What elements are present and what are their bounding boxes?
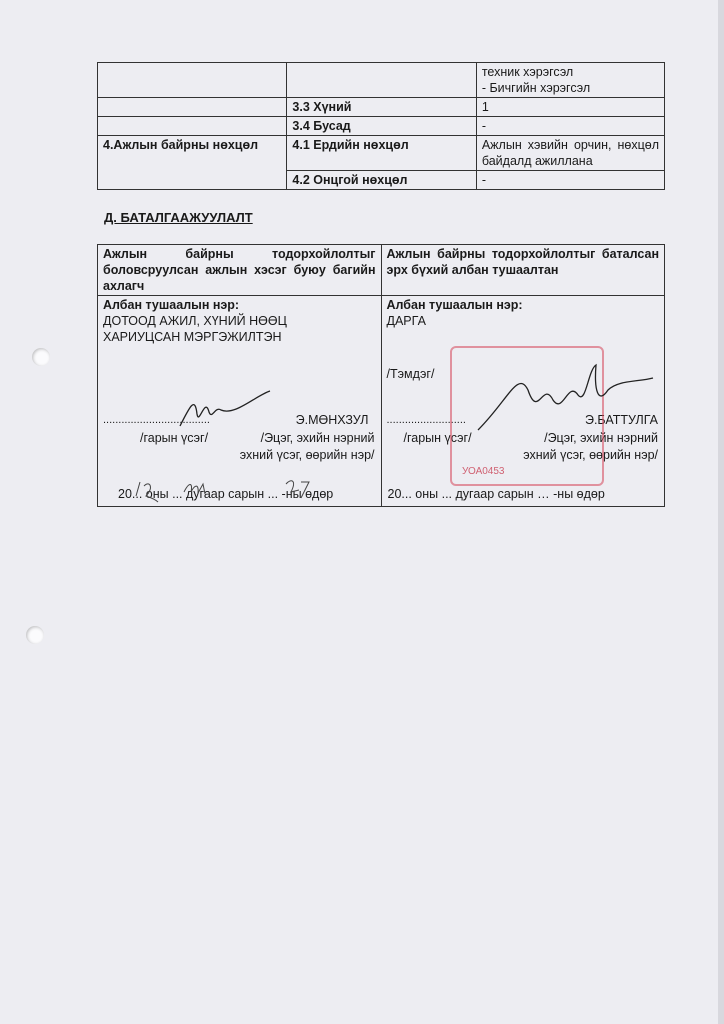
position-value: ДОТООД АЖИЛ, ХҮНИЙ НӨӨЦ ХАРИУЦСАН МЭРГЭЖИЛТЭН	[103, 314, 287, 344]
requirements-table	[97, 62, 665, 190]
date-line: 20... оны ... дугаар сарын ... -ны өдөр	[118, 487, 334, 501]
page-edge	[718, 0, 724, 1024]
handwriting-month-icon	[181, 478, 211, 500]
cell-label: 4.1 Ердийн нөхцөл	[287, 136, 476, 171]
signature-line: ..........................	[386, 414, 466, 426]
cell-label: 3.4 Бусад	[287, 117, 476, 136]
signature-left-icon	[165, 386, 275, 436]
table-row	[98, 245, 665, 296]
signature-line: ...................................	[103, 414, 210, 426]
position-label: Албан тушаалын нэр:	[103, 298, 240, 312]
table-row	[98, 136, 665, 171]
position-label: Албан тушаалын нэр:	[386, 298, 523, 312]
name-label-2: эхний үсэг, өөрийн нэр/	[239, 448, 375, 462]
cell-label: 3.3 Хүний	[287, 98, 476, 117]
name-label-1: /Эцэг, эхийн нэрний	[544, 431, 658, 445]
name-label-2: эхний үсэг, өөрийн нэр/	[523, 448, 658, 462]
seal-code: УОА0453	[462, 466, 505, 477]
cell-label: 4.2 Онцгой нөхцөл	[287, 171, 476, 190]
position-value: ДАРГА	[386, 314, 426, 328]
cell-category: 4.Ажлын байрны нөхцөл	[98, 136, 287, 190]
handwriting-year-icon	[132, 478, 162, 504]
name-label-1: /Эцэг, эхийн нэрний	[260, 431, 375, 445]
cell-value: -	[476, 171, 664, 190]
signer-name: Э.МӨНХЗУЛ	[295, 413, 369, 427]
cell-text: - Бичгийн хэрэгсэл	[481, 81, 591, 95]
cell-value: -	[476, 117, 664, 136]
punch-hole-top	[32, 348, 50, 366]
signature-label: /гарын үсэг/	[140, 431, 209, 445]
seal-label: /Тэмдэг/	[386, 367, 435, 381]
cell-text: техник хэрэгсэл	[481, 65, 574, 79]
signature-label: /гарын үсэг/	[403, 431, 472, 445]
punch-hole-bottom	[26, 626, 44, 644]
cell-value: 1	[476, 98, 664, 117]
signer-name: Э.БАТТУЛГА	[584, 413, 658, 427]
handwriting-day-icon	[283, 476, 317, 500]
approval-head-right: Ажлын байрны тодорхойлолтыг баталсан эрх бүхий албан тушаалтан	[381, 245, 665, 296]
cell-value: Ажлын хэвийн орчин, нөхцөл байдалд ажиллана	[476, 136, 664, 171]
table-row	[98, 63, 665, 98]
table-row	[98, 98, 665, 117]
signature-right-icon	[468, 360, 658, 440]
date-line: 20... оны ... дугаар сарын … -ны өдөр	[387, 487, 605, 501]
table-row	[98, 117, 665, 136]
approval-head-left: Ажлын байрны тодорхойлолтыг боловсруулсан ажлын хэсэг буюу багийн ахлагч	[98, 245, 382, 296]
section-title: Д. БАТАЛГААЖУУЛАЛТ	[104, 210, 253, 225]
